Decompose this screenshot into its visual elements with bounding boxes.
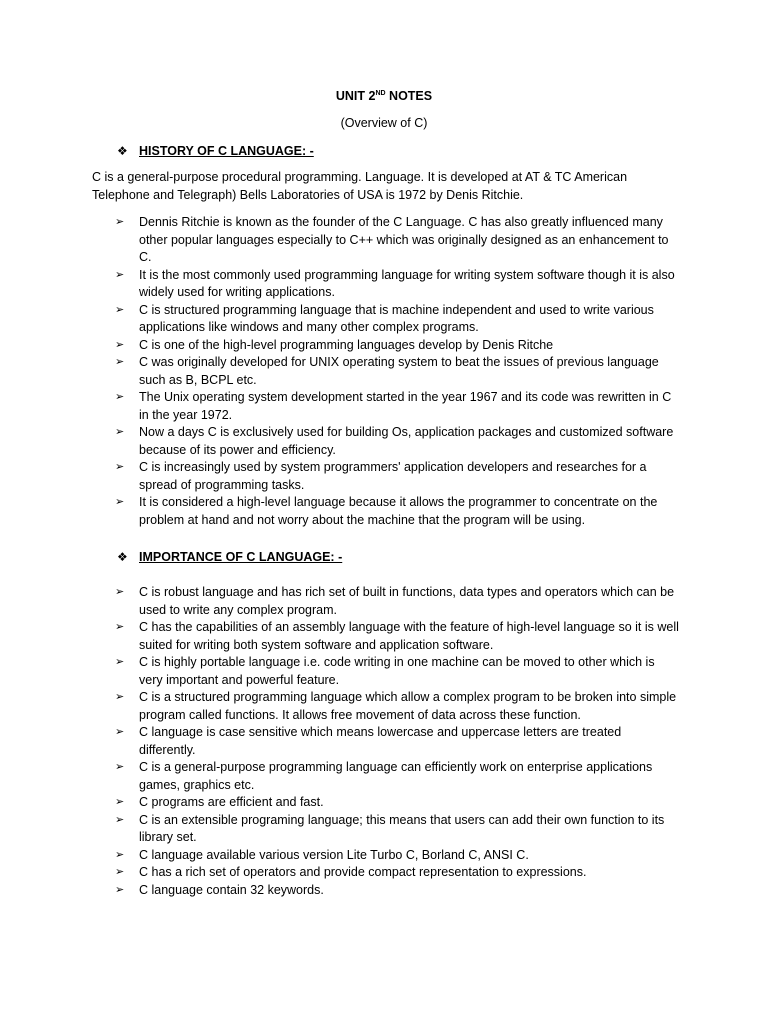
- history-heading-text: HISTORY OF C LANGUAGE: -: [139, 144, 314, 158]
- list-item-text: C is a general-purpose programming language can efficiently work on enterprise applications games, graphics etc.: [139, 760, 653, 792]
- list-item-text: C is robust language and has rich set of built in functions, data types and operators which can be used to write any complex program.: [139, 585, 675, 617]
- list-item-text: C has the capabilities of an assembly language with the feature of high-level language so it is well suited for writing both system software and application software.: [139, 620, 679, 652]
- list-item: [115, 882, 680, 900]
- arrow-bullet-icon: ➢: [115, 848, 125, 861]
- arrow-bullet-icon: ➢: [115, 303, 125, 316]
- list-item-text: C programs are efficient and fast.: [139, 795, 324, 809]
- list-item-text: C is structured programming language that is machine independent and used to write various applications like windows and many other complex programs.: [139, 302, 654, 334]
- list-item: [115, 847, 680, 865]
- list-item: [115, 494, 680, 529]
- history-heading: [117, 143, 314, 159]
- title-rest: NOTES: [385, 89, 433, 103]
- arrow-bullet-icon: ➢: [115, 496, 125, 508]
- list-item: [115, 302, 680, 337]
- importance-heading-text: IMPORTANCE OF C LANGUAGE: -: [139, 550, 343, 564]
- list-item-text: C language available various version Lite Turbo C, Borland C, ANSI C.: [139, 847, 529, 862]
- list-item-text: C is a structured programming language which allow a complex program to be broken into simple program called functions. It allows free movement of data across these function.: [139, 690, 677, 722]
- arrow-bullet-icon: ➢: [115, 813, 125, 826]
- arrow-bullet-icon: ➢: [115, 216, 125, 228]
- list-item: [115, 654, 680, 689]
- list-item-text: C was originally developed for UNIX operating system to beat the issues of previous language such as B, BCPL etc.: [139, 355, 659, 387]
- list-item: [115, 214, 680, 267]
- diamond-bullet-icon: ❖: [117, 550, 128, 564]
- list-item: [115, 584, 680, 619]
- list-item: [115, 267, 680, 302]
- importance-heading: [117, 549, 342, 565]
- arrow-bullet-icon: ➢: [115, 883, 125, 896]
- list-item-text: C is an extensible programing language; this means that users can add their own function to its library set.: [139, 812, 665, 844]
- title-main: UNIT 2: [335, 89, 376, 103]
- arrow-bullet-icon: ➢: [115, 621, 125, 633]
- history-bullet-list: [115, 214, 680, 529]
- list-item-text: It is the most commonly used programming language for writing system software though it is also widely used for writing applications.: [139, 267, 675, 299]
- importance-bullet-list: [115, 584, 680, 899]
- list-item-text: The Unix operating system development started in the year 1967 and its code was rewritten in C in the year 1972.: [139, 390, 672, 422]
- list-item: [115, 724, 680, 759]
- list-item: [115, 337, 680, 355]
- arrow-bullet-icon: ➢: [115, 726, 125, 738]
- list-item: [115, 794, 680, 812]
- list-item-text: C language is case sensitive which means lowercase and uppercase letters are treated differently.: [139, 725, 622, 757]
- arrow-bullet-icon: ➢: [115, 461, 125, 473]
- list-item: [115, 619, 680, 654]
- list-item-text: C is one of the high-level programming languages develop by Denis Ritche: [139, 337, 554, 352]
- list-item: [115, 424, 680, 459]
- list-item-text: It is considered a high-level language because it allows the programmer to concentrate on the problem at hand and not worry about the machine that the program will be using.: [139, 495, 658, 527]
- list-item-text: Now a days C is exclusively used for building Os, application packages and customized software because of its power and efficiency.: [139, 425, 674, 457]
- arrow-bullet-icon: ➢: [115, 761, 125, 773]
- arrow-bullet-icon: ➢: [115, 356, 125, 368]
- arrow-bullet-icon: ➢: [115, 391, 125, 403]
- list-item-text: C has a rich set of operators and provide compact representation to expressions.: [139, 865, 587, 879]
- list-item-text: C language contain 32 keywords.: [139, 882, 324, 897]
- arrow-bullet-icon: ➢: [115, 691, 125, 703]
- arrow-bullet-icon: ➢: [115, 426, 125, 438]
- list-item-text: C is highly portable language i.e. code writing in one machine can be moved to other which is very important and powerful feature.: [139, 655, 655, 687]
- title-superscript: ND: [375, 90, 386, 97]
- list-item: [115, 459, 680, 494]
- list-item: [115, 689, 680, 724]
- list-item-text: Dennis Ritchie is known as the founder of the C Language. C has also greatly influenced many other popular languages especially to C++ which was originally designed as an enhancement to C.: [139, 215, 669, 264]
- list-item: [115, 389, 680, 424]
- list-item: [115, 354, 680, 389]
- history-intro-paragraph: C is a general-purpose procedural programming. Language. It is developed at AT & TC American Telephone and Telegraph) Bells Laboratories of USA is 1972 by Denis Ritchie.: [92, 170, 628, 202]
- list-item-text: C is increasingly used by system programmers' application developers and researches for a spread of programming tasks.: [139, 460, 647, 492]
- page-subtitle: (Overview of C): [340, 116, 428, 130]
- diamond-bullet-icon: ❖: [117, 144, 128, 158]
- list-item: [115, 812, 680, 847]
- list-item: [115, 864, 680, 882]
- arrow-bullet-icon: ➢: [115, 656, 125, 668]
- arrow-bullet-icon: ➢: [115, 586, 125, 598]
- arrow-bullet-icon: ➢: [115, 338, 125, 351]
- arrow-bullet-icon: ➢: [115, 796, 125, 808]
- page-title: [0, 88, 768, 104]
- arrow-bullet-icon: ➢: [115, 268, 125, 281]
- arrow-bullet-icon: ➢: [115, 866, 125, 878]
- list-item: [115, 759, 680, 794]
